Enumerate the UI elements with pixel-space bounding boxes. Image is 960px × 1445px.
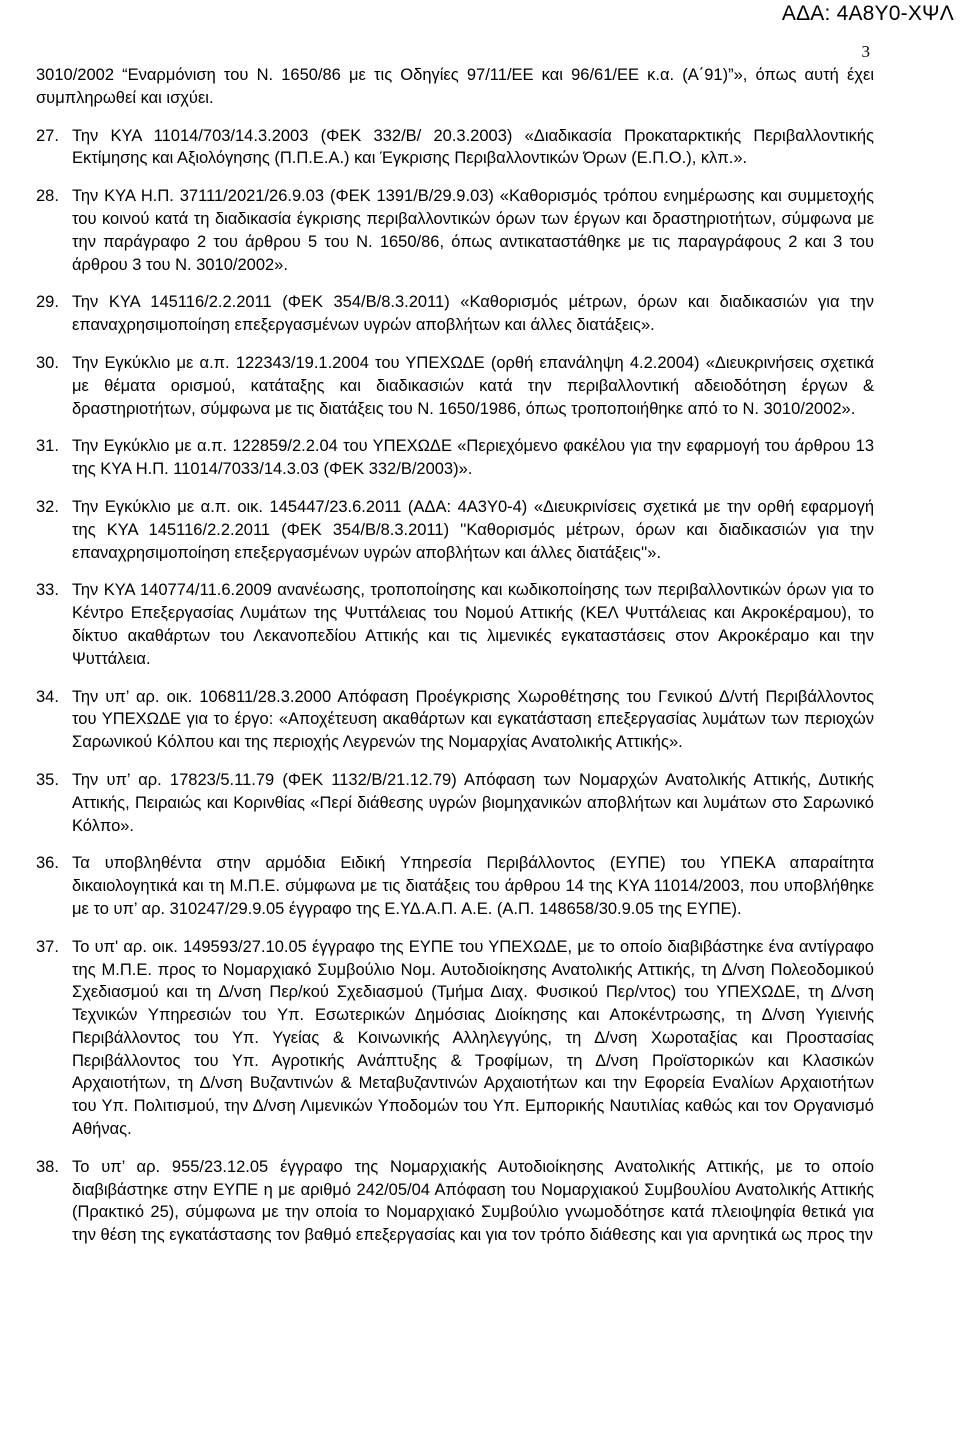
item-text: Την ΚΥΑ Η.Π. 37111/2021/26.9.03 (ΦΕΚ 1391/Β/29.9.03) «Καθορισμός τρόπου ενημέρωσης και συμμετοχής του κοινού κατά τη διαδικασία έγκρισης περιβαλλοντικών όρων των έργων και δραστηριοτήτων, σύμφωνα με την παράγραφο 2 του άρθρου 5 του Ν. 1650/86, όπως αντικαταστάθηκε με τις παραγράφους 2 και 3 του άρθρου 3 του Ν. 3010/2002».	[72, 187, 874, 274]
item-text: Την υπ’ αρ. οικ. 106811/28.3.2000 Απόφαση Προέγκρισης Χωροθέτησης του Γενικού Δ/ντή Περιβάλλοντος του ΥΠΕΧΩΔΕ για το έργο: «Αποχέτευση ακαθάρτων και εγκατάσταση επεξεργασίας λυμάτων των περιοχών Σαρωνικού Κόλπου και της περιοχής Λεγρενών της Νομαρχίας Ανατολικής Αττικής».	[72, 687, 874, 752]
item-number: 37.	[36, 937, 59, 956]
item-text: Τα υποβληθέντα στην αρμόδια Ειδική Υπηρεσία Περιβάλλοντος (ΕΥΠΕ) του ΥΠΕΚΑ απαραίτητα δικαιολογητικά και τη Μ.Π.Ε. σύμφωνα με τις διατάξεις του άρθρου 14 της ΚΥΑ 11014/2003, που υποβλήθηκε με το υπ’ αρ. 310247/29.9.05 έγγραφο της Ε.ΥΔ.Α.Π. Α.Ε. (Α.Π. 148658/30.9.05 της ΕΥΠΕ).	[72, 854, 874, 918]
item-number: 29.	[36, 293, 59, 312]
item-number: 33.	[36, 581, 59, 600]
item-text: Την Εγκύκλιο με α.π. 122859/2.2.04 του ΥΠΕΧΩΔΕ «Περιεχόμενο φακέλου για την εφαρμογή του άρθρου 13 της ΚΥΑ Η.Π. 11014/7033/14.3.03 (ΦΕΚ 332/Β/2003)».	[72, 437, 874, 479]
item-number: 38.	[36, 1157, 59, 1176]
item-text: Την Εγκύκλιο με α.π. 122343/19.1.2004 του ΥΠΕΧΩΔΕ (ορθή επανάληψη 4.2.2004) «Διευκρινήσεις σχετικά με θέματα ορισμού, κατάταξης και διαδικασιών κατά την περιβαλλοντική αδειοδότηση έργων & δραστηριοτήτων, σύμφωνα με τις διατάξεις του Ν. 1650/1986, όπως τροποποιήθηκε από το Ν. 3010/2002».	[72, 353, 874, 418]
item-number: 28.	[36, 187, 59, 206]
item-text: Την ΚΥΑ 145116/2.2.2011 (ΦΕΚ 354/Β/8.3.2011) «Καθορισμός μέτρων, όρων και διαδικασιών για την επαναχρησιμοποίηση επεξεργασμένων υγρών αποβλήτων και άλλες διατάξεις».	[72, 293, 874, 335]
page-number: 3	[861, 42, 870, 61]
item-text: Την ΚΥΑ 140774/11.6.2009 ανανέωσης, τροποποίησης και κωδικοποίησης των περιβαλλοντικών όρων για το Κέντρο Επεξεργασίας Λυμάτων της Ψυττάλειας του Νομού Αττικής (ΚΕΛ Ψυττάλειας και Ακροκέραμου), το δίκτυο ακαθάρτων του Λεκανοπεδίου Αττικής και τις λιμενικές εγκαταστάσεις στον Ακροκέραμο και την Ψυττάλεια.	[72, 581, 874, 668]
list-item-28	[36, 185, 874, 276]
ada-code: ΑΔΑ: 4Α8Υ0-ΧΨΛ	[781, 2, 954, 25]
item-number: 35.	[36, 770, 59, 789]
list-item-37	[36, 936, 874, 1141]
list-item-33	[36, 579, 874, 670]
item-text: Την ΚΥΑ 11014/703/14.3.2003 (ΦΕΚ 332/Β/ 20.3.2003) «Διαδικασία Προκαταρκτικής Περιβαλλοντικής Εκτίμησης και Αξιολόγησης (Π.Π.Ε.Α.) και Έγκρισης Περιβαλλοντικών Όρων (Ε.Π.Ο.), κλπ.».	[72, 126, 874, 168]
item-number: 30.	[36, 353, 59, 372]
list-item-31	[36, 435, 874, 481]
intro-paragraph: 3010/2002 “Εναρμόνιση του Ν. 1650/86 με τις Οδηγίες 97/11/ΕΕ και 96/61/ΕΕ κ.α. (Α΄91)”», όπως αυτή έχει συμπληρωθεί και ισχύει.	[36, 66, 874, 107]
list-item-35	[36, 769, 874, 837]
list-item-38	[36, 1156, 874, 1247]
list-item-34	[36, 686, 874, 754]
item-text: Το υπ’ αρ. 955/23.12.05 έγγραφο της Νομαρχιακής Αυτοδιοίκησης Ανατολικής Αττικής, με το οποίο διαβιβάστηκε στην ΕΥΠΕ η με αριθμό 242/05/04 Απόφαση του Νομαρχιακού Συμβουλίου Ανατολικής Αττικής (Πρακτικό 25), σύμφωνα με την οποία το Νομαρχιακό Συμβούλιο γνωμοδότησε κατά πλειοψηφία θετικά για την θέση της εγκατάστασης τον βαθμό επεξεργασίας και για τον τρόπο διάθεσης και για αρνητικά ως προς την	[72, 1157, 874, 1245]
item-text: Το υπ' αρ. οικ. 149593/27.10.05 έγγραφο της ΕΥΠΕ του ΥΠΕΧΩΔΕ, με το οποίο διαβιβάστηκε ένα αντίγραφο της Μ.Π.Ε. προς το Νομαρχιακό Συμβούλιο Νομ. Αυτοδιοίκησης Ανατολικής Αττικής, τη Δ/νση Πολεοδομικού Σχεδιασμού και τη Δ/νση Περ/κού Σχεδιασμού (Τμήμα Διαχ. Φυσικού Περ/ντος) του ΥΠΕΧΩΔΕ, τη Δ/νση Τεχνικών Υπηρεσιών του Υπ. Εσωτερικών Δημόσιας Διοίκησης και Αποκέντρωσης, τη Δ/νση Υγιεινής Περιβάλλοντος του Υπ. Υγείας & Κοινωνικής Αλληλεγγύης, τη Δ/νση Χωροταξίας και Προστασίας Περιβάλλοντος του Υπ. Αγροτικής Ανάπτυξης & Τροφίμων, τη Δ/νση Προϊστορικών και Κλασικών Αρχαιοτήτων, τη Δ/νση Βυζαντινών & Μεταβυζαντινών Αρχαιοτήτων και την Εφορεία Εναλίων Αρχαιοτήτων του Υπ. Πολιτισμού, την Δ/νση Λιμενικών Υποδομών του Υπ. Εμπορικής Ναυτιλίας καθώς και τον Οργανισμό Αθήνας.	[72, 937, 874, 1139]
list-item-27	[36, 125, 874, 171]
item-number: 36.	[36, 854, 59, 873]
item-number: 34.	[36, 687, 59, 706]
item-number: 32.	[36, 497, 59, 516]
list-item-32	[36, 496, 874, 564]
item-number: 27.	[36, 126, 59, 145]
document-body	[36, 64, 874, 1247]
item-text: Την Εγκύκλιο με α.π. οικ. 145447/23.6.2011 (ΑΔΑ: 4Α3Υ0-4) «Διευκρινίσεις σχετικά με την ορθή εφαρμογή της ΚΥΑ 145116/2.2.2011 (ΦΕΚ 354/Β/8.3.2011) ''Καθορισμός μέτρων, όρων και διαδικασιών για την επαναχρησιμοποίηση επεξεργασμένων υγρών αποβλήτων και άλλες διατάξεις''».	[72, 497, 874, 562]
list-item-30	[36, 352, 874, 420]
item-text: Την υπ’ αρ. 17823/5.11.79 (ΦΕΚ 1132/Β/21.12.79) Απόφαση των Νομαρχών Ανατολικής Αττικής, Δυτικής Αττικής, Πειραιώς και Κορινθίας «Περί διάθεσης υγρών βιομηχανικών αποβλήτων και λυμάτων στο Σαρωνικό Κόλπο».	[72, 770, 874, 835]
list-item-29	[36, 291, 874, 337]
list-item-36	[36, 852, 874, 920]
item-number: 31.	[36, 437, 59, 456]
